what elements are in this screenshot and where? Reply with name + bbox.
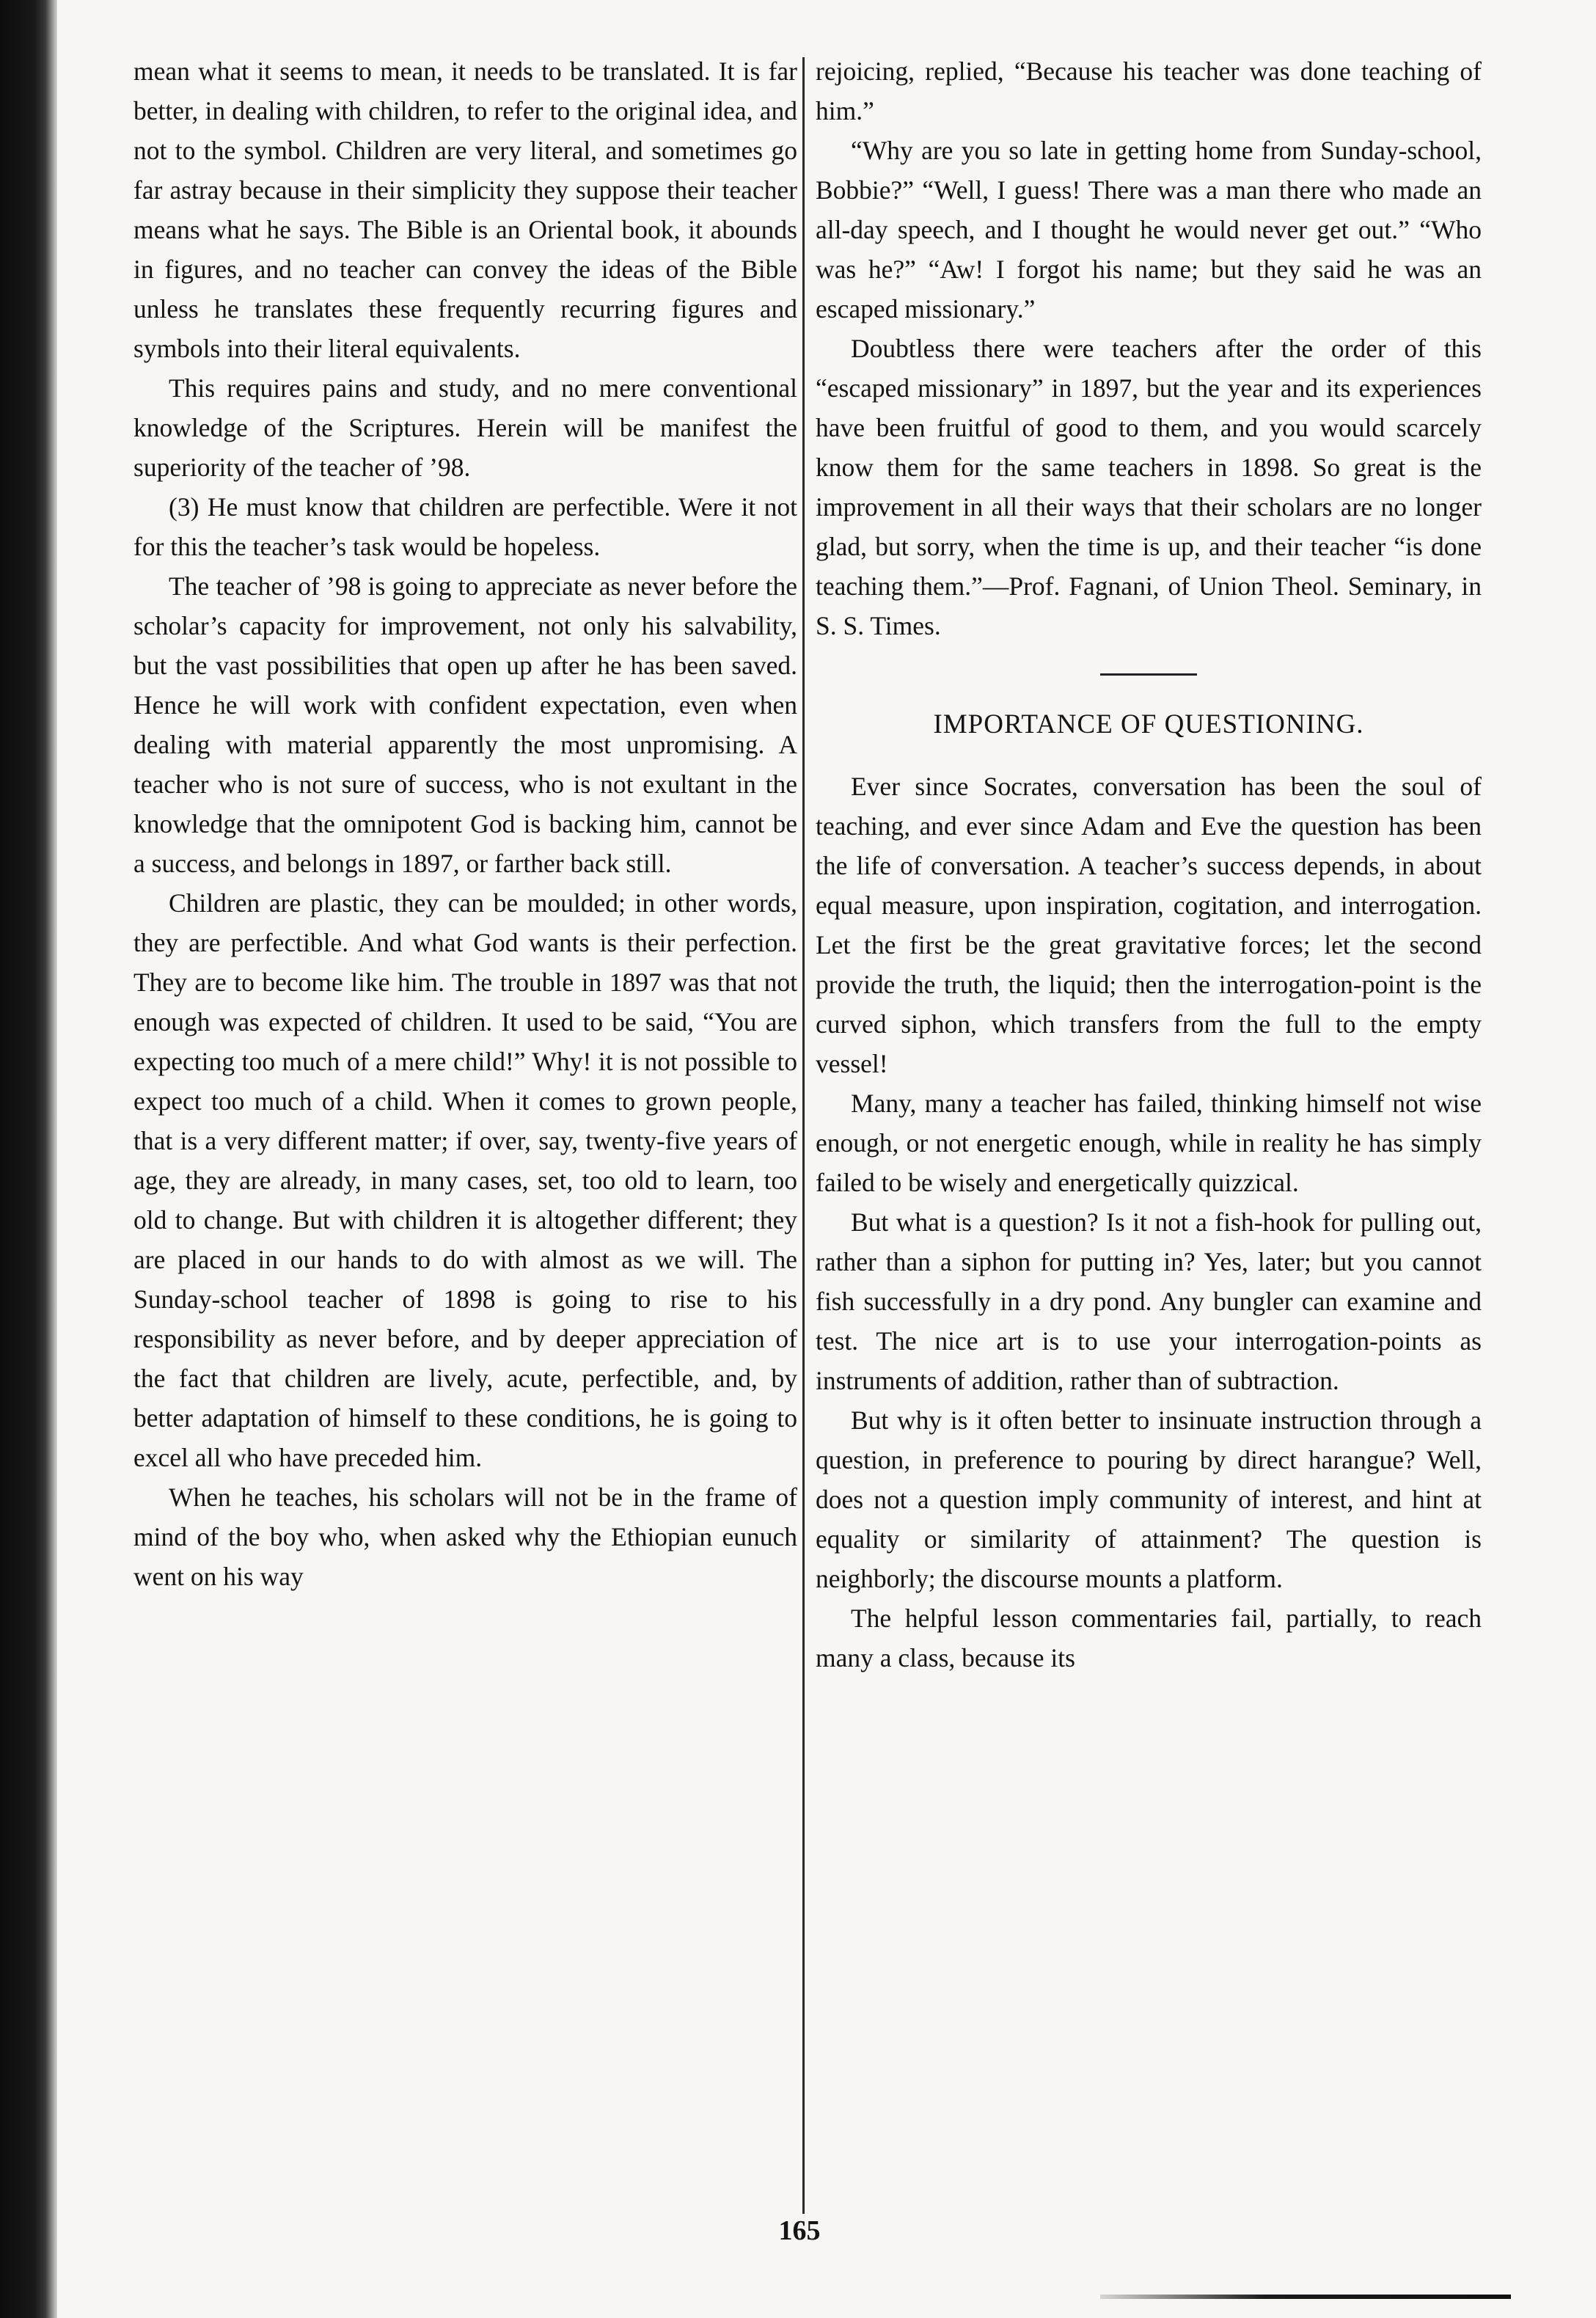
column-divider [802,57,805,2214]
right-paragraph-2: “Why are you so late in getting home from Sunday-school, Bobbie?” “Well, I guess! There was a man there who made an all-day speech, and I thought he would never get out.” “Who was he?” “Aw! I forgot his name; but they said he was an escaped missionary.” [816,136,1482,323]
left-paragraph-4: The teacher of ’98 is going to appreciate as never before the scholar’s capacity for improvement, not only his salvability, but the vast possibilities that open up after he has been saved. Hence he will work with confident expectation, even when dealing with material apparently the most unpromising. A teacher who is not sure of success, who is not exultant in the knowledge that the omnipotent God is backing him, cannot be a success, and belongs in 1897, or farther back still. [133,571,797,878]
right-paragraph-5: Many, many a teacher has failed, thinking himself not wise enough, or not energetic enough, while in reality he has simply failed to be wisely and energetically quizzical. [816,1089,1482,1197]
left-paragraph-5: Children are plastic, they can be moulded; in other words, they are perfectible. And what God wants is their perfection. They are to become like him. The trouble in 1897 was that not enough was expected of children. It used to be said, “You are expecting too much of a mere child!” Why! it is not possible to expect too much of a child. When it comes to grown people, that is a very different matter; if over, say, twenty-five years of age, they are already, in many cases, set, too old to learn, too old to change. But with children it is altogether different; they are placed in our hands to do with almost as we will. The Sunday-school teacher of 1898 is going to rise to his responsibility as never before, and by deeper appreciation of the fact that children are lively, acute, perfectible, and, by better adaptation of himself to these conditions, he is going to excel all who have preceded him. [133,888,797,1472]
left-paragraph-2: This requires pains and study, and no mere conventional knowledge of the Scriptures. Herein will be manifest the superiority of the teacher of ’98. [133,373,797,482]
left-column [133,51,797,1596]
left-paragraph-1: mean what it seems to mean, it needs to be translated. It is far better, in dealing with children, to refer to the original idea, and not to the symbol. Children are very literal, and sometimes go far astray because in their simplicity they suppose their teacher means what he says. The Bible is an Oriental book, it abounds in figures, and no teacher can convey the ideas of the Bible unless he translates these frequently recurring figures and symbols into their literal equivalents. [133,56,797,363]
right-paragraph-8: The helpful lesson commentaries fail, partially, to reach many a class, because its [816,1604,1482,1672]
right-paragraph-3: Doubtless there were teachers after the order of this “escaped missionary” in 1897, but the year and its experiences have been fruitful of good to them, and you would scarcely know them for the same teachers in 1898. So great is the improvement in all their ways that their scholars are no longer glad, but sorry, when the time is up, and their teacher “is done teaching them.”—Prof. Fagnani, of Union Theol. Seminary, in S. S. Times. [816,334,1482,640]
bottom-edge-mark [1100,2295,1511,2299]
left-paragraph-6: When he teaches, his scholars will not be in the frame of mind of the boy who, when asked why the Ethiopian eunuch went on his way [133,1482,797,1591]
right-paragraph-4: Ever since Socrates, conversation has been the soul of teaching, and ever since Adam and Eve the question has been the life of conversation. A teacher’s success depends, in about equal measure, upon inspiration, cogitation, and interrogation. Let the first be the great gravitative forces; let the second provide the truth, the liquid; then the interrogation-point is the curved siphon, which transfers from the full to the empty vessel! [816,772,1482,1078]
page-number: 165 [778,2215,821,2246]
section-heading: IMPORTANCE OF QUESTIONING. [933,709,1364,739]
section-separator-rule [1100,673,1197,676]
right-column [816,51,1482,1678]
binding-shadow [0,0,57,2318]
left-paragraph-3: (3) He must know that children are perfectible. Were it not for this the teacher’s task would be hopeless. [133,492,797,561]
right-paragraph-6: But what is a question? Is it not a fish-hook for pulling out, rather than a siphon for putting in? Yes, later; but you cannot fish successfully in a dry pond. Any bungler can examine and test. The nice art is to use your interrogation-points as instruments of addition, rather than of subtraction. [816,1207,1482,1395]
right-paragraph-7: But why is it often better to insinuate instruction through a question, in preference to pouring by direct harangue? Well, does not a question imply community of interest, and hint at equality or similarity of attainment? The question is neighborly; the discourse mounts a platform. [816,1405,1482,1593]
right-paragraph-1: rejoicing, replied, “Because his teacher was done teaching of him.” [816,56,1482,125]
